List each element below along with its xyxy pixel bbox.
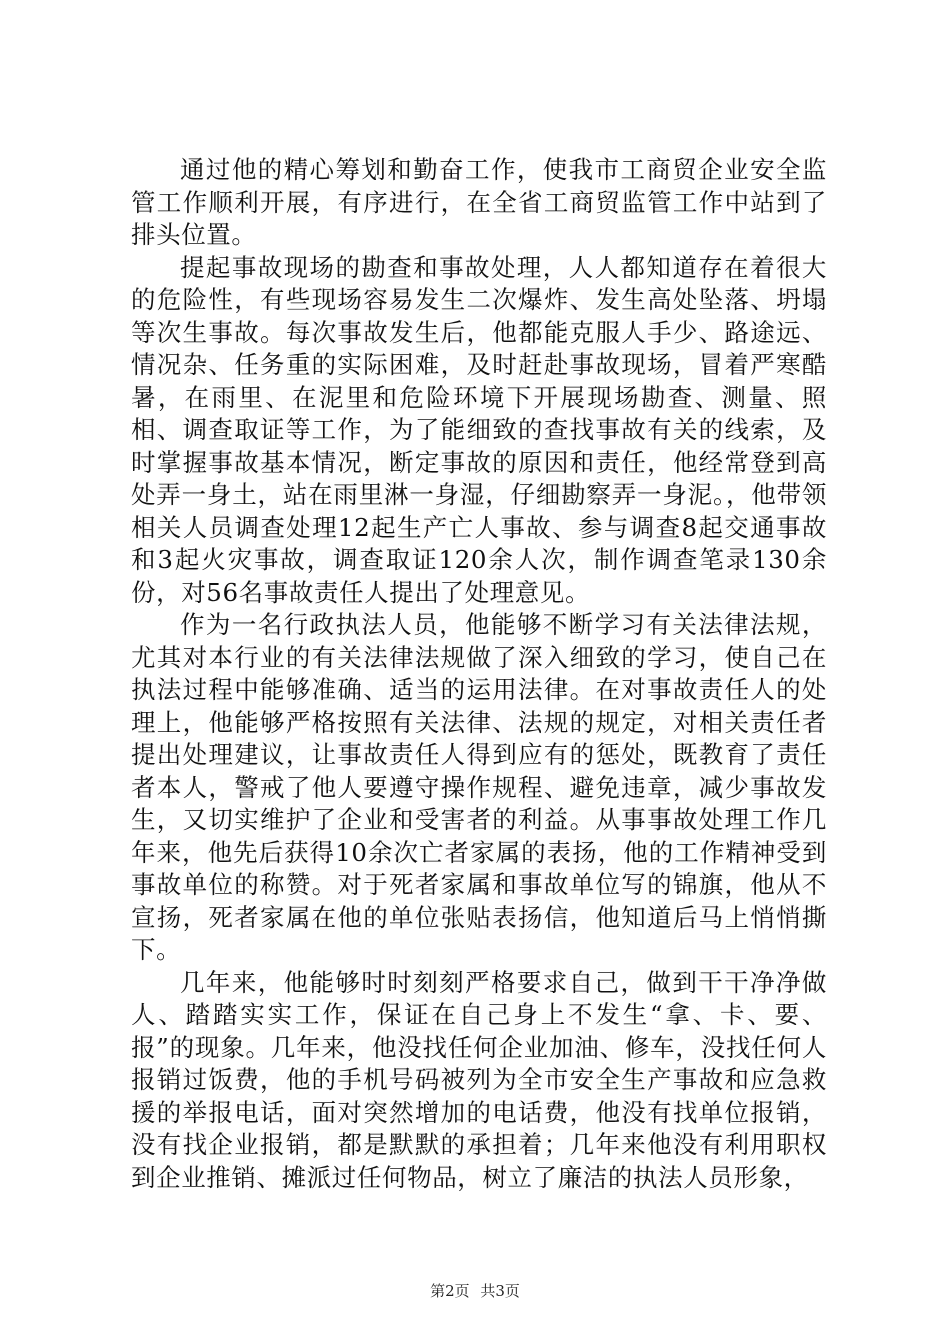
paragraph-2: 提起事故现场的勘查和事故处理，人人都知道存在着很大的危险性，有些现场容易发生二次爆炸、发生高处坠落、坍塌等次生事故。每次事故发生后，他都能克服人手少、路途远、情况杂、任务重的实际困难，及时赶赴事故现场，冒着严寒酷暑，在雨里、在泥里和危险环境下开展现场勘查、测量、照相、调查取证等工作，为了能细致的查找事故有关的线索，及时掌握事故基本情况，断定事故的原因和责任，他经常登到高处弄一身土，站在雨里淋一身湿，仔细勘察弄一身泥。，他带领相关人员调查处理12起生产亡人事故、参与调查8起交通事故和3起火灾事故，调查取证120余人次，制作调查笔录130余份，对56名事故责任人提出了处理意见。 [131, 252, 827, 607]
page-footer [0, 1280, 950, 1301]
paragraph-1: 通过他的精心筹划和勤奋工作，使我市工商贸企业安全监管工作顺利开展，有序进行，在全省工商贸监管工作中站到了排头位置。 [131, 155, 827, 249]
page-number: 第2页 [430, 1282, 470, 1300]
page-total: 共3页 [480, 1282, 520, 1300]
paragraph-3: 作为一名行政执法人员，他能够不断学习有关法律法规，尤其对本行业的有关法律法规做了深入细致的学习，使自己在执法过程中能够准确、适当的运用法律。在对事故责任人的处理上，他能够严格按照有关法律、法规的规定，对相关责任者提出处理建议，让事故责任人得到应有的惩处，既教育了责任者本人，警戒了他人要遵守操作规程、避免违章，减少事故发生，又切实维护了企业和受害者的利益。从事事故处理工作几年来，他先后获得10余次亡者家属的表扬，他的工作精神受到事故单位的称赞。对于死者家属和事故单位写的锦旗，他从不宣扬，死者家属在他的单位张贴表扬信，他知道后马上悄悄撕下。 [131, 610, 827, 964]
body-text [131, 154, 827, 1194]
paragraph-4: 几年来，他能够时时刻刻严格要求自己，做到干干净净做人、踏踏实实工作，保证在自己身上不发生“拿、卡、要、报”的现象。几年来，他没找任何企业加油、修车，没找任何人报销过饭费，他的手机号码被列为全市安全生产事故和应急救援的举报电话，面对突然增加的电话费，他没有找单位报销，没有找企业报销，都是默默的承担着；几年来他没有利用职权到企业推销、摊派过任何物品，树立了廉洁的执法人员形象， [131, 967, 827, 1192]
